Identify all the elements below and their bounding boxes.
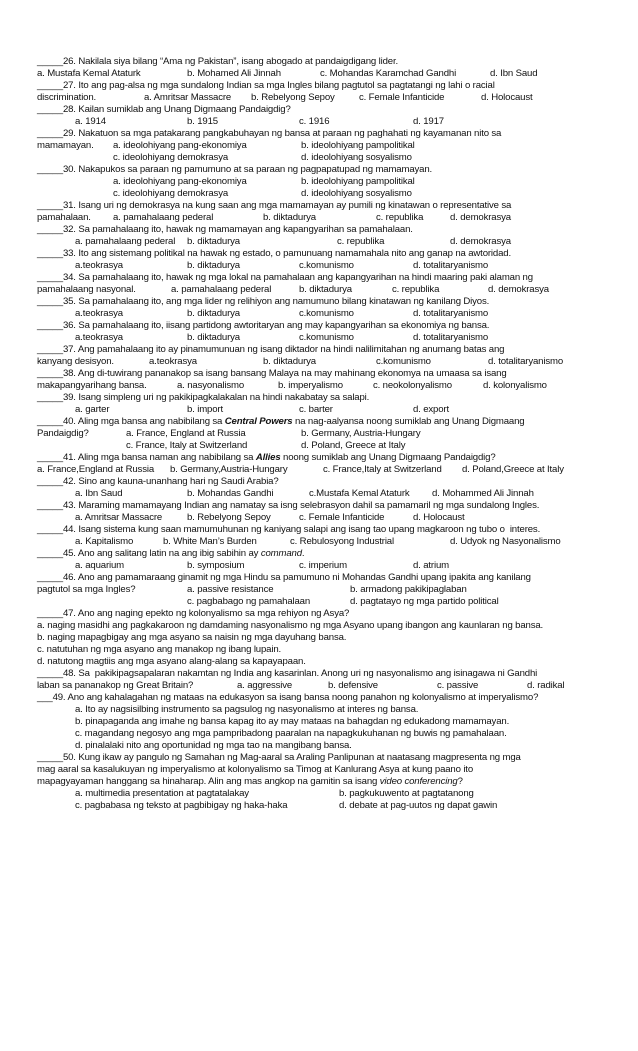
choice-text: pagtutol sa mga Ingles? xyxy=(37,584,136,595)
question-number: _____ 28. xyxy=(37,104,76,115)
choice-text: laban sa pananakop ng Great Britain? xyxy=(37,680,194,691)
text-line xyxy=(37,656,306,667)
choice-text: d. debate at pag-uutos ng dapat gawin xyxy=(339,800,498,811)
choice-text: a. Amritsar Massacre xyxy=(75,512,163,523)
question-line xyxy=(37,344,504,355)
question-line xyxy=(37,476,279,487)
question-text: c. natutuhan ng mga asyano ang manakop ng ibang lupain. xyxy=(37,644,282,655)
choice-text: d. demokrasya xyxy=(450,236,511,247)
question-number: _____ 46. xyxy=(37,572,76,583)
question-line xyxy=(37,452,496,463)
question-line xyxy=(37,752,521,763)
choice-text: b. import xyxy=(187,404,223,415)
choice-text: d. pagtatayo ng mga partido political xyxy=(350,596,499,607)
choice-text: d. Poland, Greece at Italy xyxy=(301,440,406,451)
choice-text: a.teokrasya xyxy=(75,332,123,343)
question-text-tail: ? xyxy=(457,776,463,787)
choice-text: d. demokrasya xyxy=(450,212,511,223)
question-number: _____ 39. xyxy=(37,392,76,403)
question-number: _____ 31. xyxy=(37,200,76,211)
question-text: Sa pamahalaang ito, hawak ng mamamayan ang kapangyarihan sa pamahalaan. xyxy=(78,224,413,235)
choice-text: c. imperium xyxy=(299,560,347,571)
choice-text: makapangyarihang bansa. xyxy=(37,380,147,391)
question-number: _____ 30. xyxy=(37,164,76,175)
question-number: ___ 49. xyxy=(37,692,65,703)
choice-text: c. magandang negosyo ang mga pampribadong paaralan na napagkukuhanan ng buwis ng pamahalaan. xyxy=(75,728,507,739)
choice-text: d. totalitaryanismo xyxy=(413,308,489,319)
choice-text: a. aggressive xyxy=(237,680,293,691)
question-number: _____ 34. xyxy=(37,272,76,283)
choice-text: c.Mustafa Kemal Ataturk xyxy=(309,488,410,499)
question-text: mag aaral sa kasalukuyan ng imperyalismo at kolonyalismo sa Timog at Kanlurang Asya at kung paano ito xyxy=(37,764,474,775)
choice-text: c.komunismo xyxy=(299,260,354,271)
choice-text: d. atrium xyxy=(413,560,449,571)
question-line xyxy=(37,416,524,427)
choice-text: b. ideolohiyang pampolitikal xyxy=(301,176,415,187)
text-line xyxy=(37,644,281,655)
choice-text: b. diktadurya xyxy=(299,284,352,295)
question-text: Sa pamahalaang ito, ang mga lider ng relihiyon ang namumuno bilang kinatawan ng kanilang Diyos. xyxy=(78,296,490,307)
choice-text: c. Rebulosyong Industrial xyxy=(290,536,394,547)
question-number: _____ 36. xyxy=(37,320,76,331)
choice-text: d. Ibn Saud xyxy=(490,68,538,79)
question-text: Sino ang kauna-unanhang hari ng Saudi Arabia? xyxy=(78,476,279,487)
choice-text: b. Rebelyong Sepoy xyxy=(187,512,271,523)
question-number: _____ 33. xyxy=(37,248,76,259)
choice-text: b. diktadurya xyxy=(187,260,240,271)
question-text: Sa pamahalaang ito, iisang partidong awtoritaryan ang may kapangyarihan sa ekonomiya ng bansa. xyxy=(78,320,490,331)
question-text: a. naging masidhi ang pagkakaroon ng damdaming nasyonalismo ng mga Asyano upang ibangon ang kaunlaran ng bansa. xyxy=(37,620,544,631)
question-number: _____ 42. xyxy=(37,476,76,487)
choice-text: pamahalaang nasyonal. xyxy=(37,284,136,295)
choice-text: a. multimedia presentation at pagtatalakay xyxy=(75,788,249,799)
question-text: b. naging mapagbigay ang mga asyano sa naisin ng mga dayuhang bansa. xyxy=(37,632,347,643)
emphasis-term: Central Powers xyxy=(224,416,293,427)
choice-text: d. Holocaust xyxy=(413,512,465,523)
question-number: _____ 50. xyxy=(37,752,76,763)
emphasis-term: command xyxy=(260,548,302,559)
question-line xyxy=(37,692,538,703)
choice-text: b. Mohamed Ali Jinnah xyxy=(187,68,281,79)
choice-text: c.komunismo xyxy=(376,356,431,367)
choice-text: d. export xyxy=(413,404,449,415)
question-text: Ito ang pag-alsa ng mga sundalong Indian sa mga Ingles bilang pagtutol sa pagtatangi ng lahi o racial xyxy=(78,80,495,91)
question-line xyxy=(37,524,540,535)
question-line xyxy=(37,164,432,175)
choice-text: a. nasyonalismo xyxy=(177,380,245,391)
choice-text: d. totalitaryanismo xyxy=(488,356,564,367)
choice-text: a. France, England at Russia xyxy=(126,428,246,439)
choice-text: c. republika xyxy=(376,212,424,223)
choice-text: c. ideolohiyang demokrasya xyxy=(113,188,229,199)
choice-text: c. France, Italy at Switzerland xyxy=(126,440,248,451)
question-number: _____ 38. xyxy=(37,368,76,379)
question-number: _____ 32. xyxy=(37,224,76,235)
text-line xyxy=(37,620,543,631)
question-text-tail: na nag-aalyansa noong sumiklab ang Unang Digmaang xyxy=(292,416,525,427)
question-text: Nakapukos sa paraan ng pamumuno at sa paraan ng pagpapatupad ng mamamayan. xyxy=(78,164,433,175)
choice-text: a.teokrasya xyxy=(149,356,197,367)
choice-text: d. demokrasya xyxy=(488,284,549,295)
question-text: Kung ikaw ay pangulo ng Samahan ng Mag-aaral sa Araling Panlipunan at naatasang magpresenta ng mga xyxy=(78,752,521,763)
emphasis-term: video conferencing xyxy=(379,776,458,787)
choice-text: b. diktadurya xyxy=(263,356,316,367)
question-line xyxy=(37,128,501,139)
choice-text: c. France,Italy at Switzerland xyxy=(323,464,442,475)
choice-text: d. pinalalaki nito ang oportunidad ng mga tao na mangibang bansa. xyxy=(75,740,352,751)
choice-text: b. pinapaganda ang imahe ng bansa kapag ito ay may mataas na bahagdan ng edukadong mamamayan. xyxy=(75,716,510,727)
choice-text: d. ideolohiyang sosyalismo xyxy=(301,188,412,199)
text-line xyxy=(37,776,463,787)
choice-text: b. imperyalismo xyxy=(278,380,343,391)
choice-text: kanyang desisyon. xyxy=(37,356,114,367)
choice-text: a. garter xyxy=(75,404,110,415)
choice-text: b. Germany, Austria-Hungary xyxy=(301,428,421,439)
question-line xyxy=(37,368,507,379)
choice-text: a. Kapitalismo xyxy=(75,536,134,547)
question-text: mapagyayaman hanggang sa hinaharap. Alin ang mas angkop na gamitin sa isang xyxy=(37,776,380,787)
question-text: Ano ang kahalagahan ng mataas na edukasyon sa isang bansa noong panahon ng kolonyalismo at imperyalismo? xyxy=(67,692,539,703)
choice-text: a.teokrasya xyxy=(75,260,123,271)
question-text: Ito ang sistemang politikal na hawak ng estado, o pamunuang namamahala nito ang ganap na awtoridad. xyxy=(78,248,511,259)
choice-text: d. Poland,Greece at Italy xyxy=(462,464,564,475)
question-text: d. natutong magtiis ang mga asyano alang-alang sa kapayapaan. xyxy=(37,656,306,667)
question-line xyxy=(37,272,533,283)
choice-text: pamahalaan. xyxy=(37,212,91,223)
choice-text: d. Udyok ng Nasyonalismo xyxy=(450,536,561,547)
choice-text: b. diktadurya xyxy=(187,308,240,319)
choice-text: c. Female Infanticide xyxy=(299,512,385,523)
question-text: Maraming mamamayang Indian ang namatay sa isng selebrasyon dahil sa pamamaril ng mga sundalong Ingles. xyxy=(78,500,540,511)
question-number: _____ 43. xyxy=(37,500,76,511)
choice-text: b. White Man’s Burden xyxy=(163,536,257,547)
choice-text: discrimination. xyxy=(37,92,97,103)
question-line xyxy=(37,80,495,91)
question-line xyxy=(37,392,369,403)
choice-text: a. ideolohiyang pang-ekonomiya xyxy=(113,140,247,151)
question-line xyxy=(37,668,537,679)
question-text: Isang uri ng demokrasya na kung saan ang mga mamamayan ay pumili ng kinatawan o representative sa xyxy=(78,200,512,211)
question-line xyxy=(37,104,291,115)
question-line xyxy=(37,296,489,307)
choice-text: b. ideolohiyang pampolitikal xyxy=(301,140,415,151)
question-text: Nakilala siya bilang “Ama ng Pakistan”, isang abogado at pandaigdigang lider. xyxy=(78,56,398,67)
choice-text: c. Mohandas Karamchad Gandhi xyxy=(320,68,457,79)
question-number: _____ 29. xyxy=(37,128,76,139)
choice-text: d. totalitaryanismo xyxy=(413,260,489,271)
choice-text: b. diktadurya xyxy=(187,236,240,247)
question-line xyxy=(37,548,304,559)
question-text: Sa pamahalaang ito, hawak ng mga lokal na pamahalaan ang kapangyarihan na hindi maaring paki alaman ng xyxy=(78,272,533,283)
question-text: Aling mga bansa ang nabibilang sa xyxy=(77,416,225,427)
question-line xyxy=(37,320,489,331)
question-line xyxy=(37,500,539,511)
text-line xyxy=(37,764,473,775)
question-text-tail: noong sumiklab ang Unang Digmaang Pandaigdig? xyxy=(280,452,496,463)
choice-text: b. diktadurya xyxy=(263,212,316,223)
question-number: _____ 40. xyxy=(37,416,76,427)
choice-text: Pandaigdig? xyxy=(37,428,89,439)
choice-text: c.komunismo xyxy=(299,332,354,343)
choice-text: c. passive xyxy=(437,680,479,691)
question-text: Aling mga bansa naman ang nabibilang sa xyxy=(77,452,256,463)
choice-text: c. pagbabago ng pamahalaan xyxy=(187,596,311,607)
choice-text: c. neokolonyalismo xyxy=(373,380,452,391)
question-number: _____ 45. xyxy=(37,548,76,559)
choice-text: d. Mohammed Ali Jinnah xyxy=(432,488,534,499)
question-text: Ang di-tuwirang pananakop sa isang bansang Malaya na may mahinang ekonomya na umaasa sa isang xyxy=(77,368,507,379)
question-text: Isang simpleng uri ng pakikipagkalakalan na hindi nakabatay sa salapi. xyxy=(78,392,370,403)
question-text: Ano ang salitang latin na ang ibig sabihin ay xyxy=(77,548,261,559)
emphasis-term: Allies xyxy=(255,452,281,463)
question-number: _____ 41. xyxy=(37,452,76,463)
choice-text: a. aquarium xyxy=(75,560,125,571)
question-text: Isang sistema kung saan mamumuhunan ng kaniyang salapi ang isang tao upang magkaroon ng tubo o interes. xyxy=(78,524,541,535)
choice-text: d. ideolohiyang sosyalismo xyxy=(301,152,412,163)
question-number: _____ 27. xyxy=(37,80,76,91)
question-number: _____ 47. xyxy=(37,608,76,619)
choice-text: b. Mohandas Gandhi xyxy=(187,488,274,499)
choice-text: b. Germany,Austria-Hungary xyxy=(170,464,288,475)
question-number: _____ 35. xyxy=(37,296,76,307)
choice-text: b. symposium xyxy=(187,560,245,571)
choice-text: d. 1917 xyxy=(413,116,444,127)
question-number: _____ 26. xyxy=(37,56,76,67)
choice-text: c.komunismo xyxy=(299,308,354,319)
choice-text: d. totalitaryanismo xyxy=(413,332,489,343)
choice-text: d. Holocaust xyxy=(481,92,533,103)
choice-text: a. 1914 xyxy=(75,116,106,127)
choice-text: a. ideolohiyang pang-ekonomiya xyxy=(113,176,247,187)
choice-text: a. pamahalaang pederal xyxy=(113,212,214,223)
question-text: Ang pamahalaang ito ay pinamumunuan ng isang diktador na hindi nalilimitahan ng anumang batas ang xyxy=(77,344,505,355)
choice-text: a. Mustafa Kemal Ataturk xyxy=(37,68,141,79)
choice-text: d. kolonyalismo xyxy=(483,380,547,391)
choice-text: c. pagbabasa ng teksto at pagbibigay ng haka-haka xyxy=(75,800,288,811)
question-line xyxy=(37,608,349,619)
choice-text: a.teokrasya xyxy=(75,308,123,319)
choice-text: c. barter xyxy=(299,404,333,415)
question-text: Sa pakikipagsapalaran nakamtan ng India ang kasarinlan. Anong uri ng nasyonalismo ang isinagawa ni Gandhi xyxy=(78,668,538,679)
question-number: _____ 48. xyxy=(37,668,76,679)
choice-text: a. France,England at Russia xyxy=(37,464,155,475)
choice-text: c. republika xyxy=(337,236,385,247)
question-text-tail: . xyxy=(301,548,305,559)
choice-text: c. republika xyxy=(392,284,440,295)
choice-text: a. Ito ay nagsisilbing instrumento sa pagsulog ng nasyonalismo at interes ng bansa. xyxy=(75,704,419,715)
choice-text: a. pamahalaang pederal xyxy=(171,284,272,295)
choice-text: c. 1916 xyxy=(299,116,330,127)
question-line xyxy=(37,224,413,235)
choice-text: mamamayan. xyxy=(37,140,94,151)
choice-text: b. 1915 xyxy=(187,116,218,127)
question-text: Ano ang naging epekto ng kolonyalismo sa mga rehiyon ng Asya? xyxy=(77,608,350,619)
choice-text: d. radikal xyxy=(527,680,565,691)
choice-text: b. defensive xyxy=(328,680,378,691)
question-line xyxy=(37,248,511,259)
question-text: Nakatuon sa mga patakarang pangkabuhayan ng bansa at paraan ng paghahati ng kayamanan nito sa xyxy=(78,128,502,139)
choice-text: b. pagkukuwento at pagtatanong xyxy=(339,788,474,799)
choice-text: b. Rebelyong Sepoy xyxy=(251,92,335,103)
question-line xyxy=(37,56,398,67)
choice-text: a. Ibn Saud xyxy=(75,488,123,499)
choice-text: a. pamahalaang pederal xyxy=(75,236,176,247)
question-line xyxy=(37,200,511,211)
question-text: Ano ang pamamaraang ginamit ng mga Hindu sa pamumuno ni Mohandas Gandhi upang ipakita ang kanilang xyxy=(77,572,531,583)
question-number: _____ 44. xyxy=(37,524,76,535)
choice-text: c. ideolohiyang demokrasya xyxy=(113,152,229,163)
choice-text: a. passive resistance xyxy=(187,584,274,595)
choice-text: a. Amritsar Massacre xyxy=(144,92,232,103)
choice-text: c. Female Infanticide xyxy=(359,92,445,103)
question-line xyxy=(37,572,531,583)
choice-text: b. armadong pakikipaglaban xyxy=(350,584,467,595)
question-number: _____ 37. xyxy=(37,344,76,355)
text-line xyxy=(37,632,346,643)
question-text: Kailan sumiklab ang Unang Digmaang Pandaigdig? xyxy=(78,104,291,115)
choice-text: b. diktadurya xyxy=(187,332,240,343)
